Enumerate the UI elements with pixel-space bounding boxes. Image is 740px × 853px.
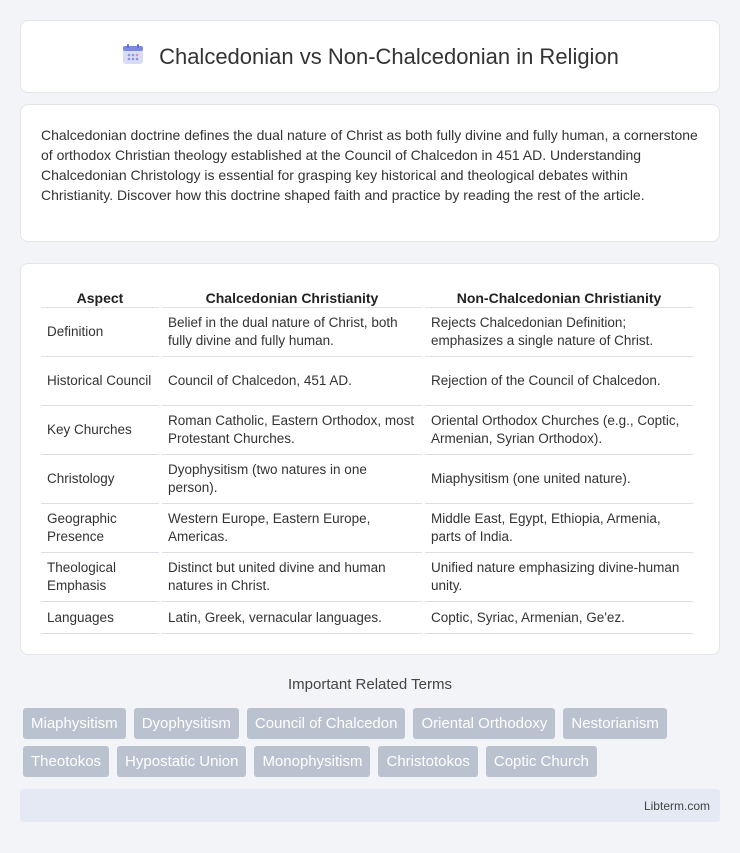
row-aspect: Historical Council xyxy=(41,357,159,406)
table-row xyxy=(41,455,693,504)
row-non-chalcedonian: Unified nature emphasizing divine-human unity. xyxy=(425,553,693,602)
header-non-chalcedonian: Non-Chalcedonian Christianity xyxy=(425,284,693,308)
row-aspect: Geographic Presence xyxy=(41,504,159,553)
row-chalcedonian: Council of Chalcedon, 451 AD. xyxy=(162,357,422,406)
row-aspect: Key Churches xyxy=(41,406,159,455)
tag-council-of-chalcedon[interactable]: Council of Chalcedon xyxy=(247,708,406,739)
row-aspect: Christology xyxy=(41,455,159,504)
calendar-icon xyxy=(121,42,145,71)
row-aspect: Definition xyxy=(41,308,159,357)
table-row xyxy=(41,553,693,602)
header-chalcedonian: Chalcedonian Christianity xyxy=(162,284,422,308)
row-aspect: Theological Emphasis xyxy=(41,553,159,602)
tag-hypostatic-union[interactable]: Hypostatic Union xyxy=(117,746,246,777)
related-terms-list xyxy=(23,708,723,777)
page-title: Chalcedonian vs Non-Chalcedonian in Religion xyxy=(159,43,619,69)
table-header-row xyxy=(41,284,693,308)
table-row xyxy=(41,504,693,553)
row-chalcedonian: Belief in the dual nature of Christ, both fully divine and fully human. xyxy=(162,308,422,357)
table-row xyxy=(41,602,693,634)
row-non-chalcedonian: Oriental Orthodox Churches (e.g., Coptic, Armenian, Syrian Orthodox). xyxy=(425,406,693,455)
footer-site-link[interactable]: Libterm.com xyxy=(643,798,710,813)
table-row xyxy=(41,357,693,406)
row-aspect: Languages xyxy=(41,602,159,634)
intro-card xyxy=(20,104,720,242)
table-row xyxy=(41,308,693,357)
related-terms-title: Important Related Terms xyxy=(288,676,452,693)
row-chalcedonian: Western Europe, Eastern Europe, Americas. xyxy=(162,504,422,553)
tag-monophysitism[interactable]: Monophysitism xyxy=(254,746,370,777)
row-non-chalcedonian: Coptic, Syriac, Armenian, Ge'ez. xyxy=(425,602,693,634)
tag-dyophysitism[interactable]: Dyophysitism xyxy=(134,708,239,739)
row-chalcedonian: Distinct but united divine and human natures in Christ. xyxy=(162,553,422,602)
row-chalcedonian: Dyophysitism (two natures in one person). xyxy=(162,455,422,504)
intro-text: Chalcedonian doctrine defines the dual nature of Christ as both fully divine and fully human, a cornerstone of orthodox Christian theology established at the Council of Chalcedon in 451 AD. Understanding Chalcedonian Christology is essential for grasping key historical and theological debates within Christianity. Discover how this doctrine shaped faith and practice by reading the rest of the article. xyxy=(41,127,698,203)
row-non-chalcedonian: Miaphysitism (one united nature). xyxy=(425,455,693,504)
table-row xyxy=(41,406,693,455)
tag-theotokos[interactable]: Theotokos xyxy=(23,746,109,777)
row-non-chalcedonian: Rejection of the Council of Chalcedon. xyxy=(425,357,693,406)
row-non-chalcedonian: Middle East, Egypt, Ethiopia, Armenia, parts of India. xyxy=(425,504,693,553)
tag-nestorianism[interactable]: Nestorianism xyxy=(563,708,667,739)
header-card xyxy=(20,20,720,93)
row-chalcedonian: Roman Catholic, Eastern Orthodox, most Protestant Churches. xyxy=(162,406,422,455)
row-chalcedonian: Latin, Greek, vernacular languages. xyxy=(162,602,422,634)
tag-oriental-orthodoxy[interactable]: Oriental Orthodoxy xyxy=(413,708,555,739)
comparison-table xyxy=(38,284,696,634)
row-non-chalcedonian: Rejects Chalcedonian Definition; emphasizes a single nature of Christ. xyxy=(425,308,693,357)
header xyxy=(121,42,619,71)
footer xyxy=(20,789,720,822)
tag-coptic-church[interactable]: Coptic Church xyxy=(486,746,597,777)
tag-christotokos[interactable]: Christotokos xyxy=(378,746,477,777)
comparison-card xyxy=(20,263,720,655)
header-aspect: Aspect xyxy=(41,284,159,308)
tag-miaphysitism[interactable]: Miaphysitism xyxy=(23,708,126,739)
